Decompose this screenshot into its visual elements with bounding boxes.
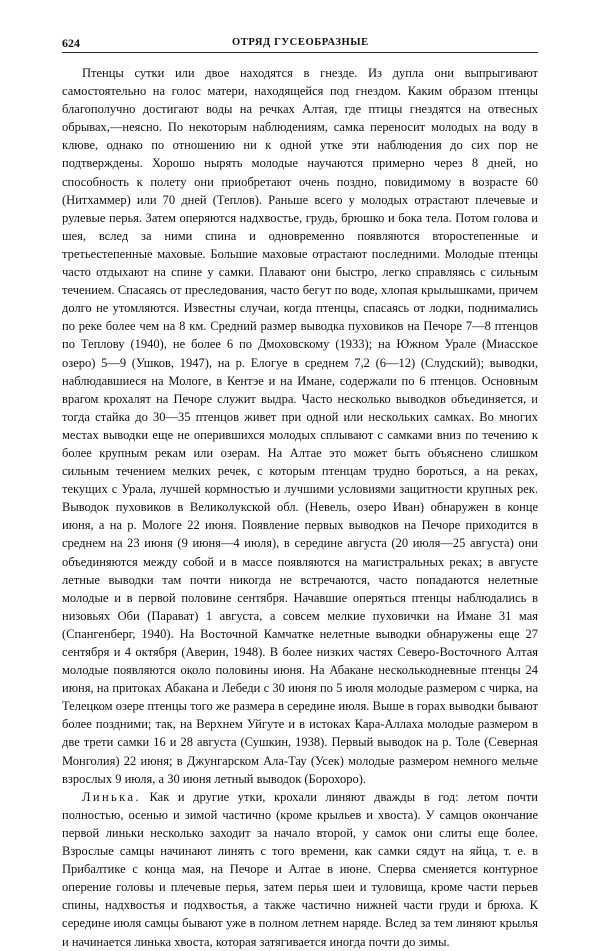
section-lead-molt: Линька. [82,789,141,804]
book-page [62,36,538,951]
page-header [62,36,538,53]
page-number: 624 [62,36,80,50]
paragraph-nestlings: Птенцы сутки или двое находятся в гнезде. Из дупла они выпрыгивают самостоятельно на голос матери, находящейся под гнездом. Каким образом птенцы благополучно достигают воды на речках Алтая, где птицы гнездятся на отвесных обрывах,—неясно. По некоторым наблюдениям, самка переносит молодых на воду в клюве, однако по отношению ни к одной утке эти наблюдения до сих пор не подтверждены. Хорошо нырять молодые научаются примерно через 8 дней, но способность к полету они приобретают очень поздно, повидимому в возрасте 60 (Нитхаммер) или 70 дней (Теплов). Раньше всего у молодых отрастают плечевые и рулевые перья. Затем оперяются надхвостье, грудь, брюшко и бока тела. Потом голова и шея, вслед за ними спина и одновременно появляются второстепенные и третьестепенные маховые. Большие маховые отрастают последними. Молодые птенцы часто отдыхают на спине у самки. Плавают они быстро, легко справляясь с сильным течением. Спасаясь от преследования, часто бегут по воде, хлопая крылышками, причем долго не утомляются. Известны случаи, когда птенцы, спасаясь от лодки, поднимались по реке более чем на 8 км. Средний размер выводка пуховиков на Печоре 7—8 птенцов по Теплову (1940), не более 6 по Дмоховскому (1933); на Южном Урале (Миасское озеро) 5—9 (Ушков, 1947), на р. Елогуе в среднем 7,2 (6—12) (Слудский); выводки, наблюдавшиеся на Мологе, в Кентэе и на Имане, содержали по 6 птенцов. Основным врагом крохалят на Печоре служит выдра. Часто несколько выводков объединяется, и тогда стайка до 30—35 птенцов живет при одной или нескольких самках. Во многих местах выводки еще не оперившихся молодых сплывают с самками вниз по течению к более крупным рекам или озерам. На Алтае это может быть объяснено слишком сильным течением мелких речек, с которым птенцам трудно бороться, а на реках, текущих с Урала, лучшей кормностью и лучшими условиями защитности крупных рек. Выводок пуховиков в Великолукской обл. (Невель, озеро Иван) обнаружен в конце июня, а на р. Мологе 22 июня. Появление первых выводков на Печоре приходится в среднем на 23 июня (9 июня—4 июля), в середине августа (20 июля—25 августа) они объединяются между собой и в массе появляются на магистральных реках; в августе летные выводки там почти никогда не встречаются, часто попадаются нелетные молодые и в первой половине сентября. Начавшие оперяться птенцы наблюдались в низовьях Оби (Парават) 1 августа, а совсем мелкие пуховички на Имане 31 мая (Спангенберг, 1940). На Восточной Камчатке нелетные выводки обнаружены еще 27 сентября и 4 октября (Аверин, 1948). В более низких частях Северо-Восточного Алтая молодые появляются около половины июня. На Абакане несколькодневные птенцы 24 июня, на притоках Абакана и Лебеди с 30 июня по 5 июля молодые размером с чирка, на Телецком озере птенцы того же размера в середине июля. Выше в горах выводки бывают более поздними; так, на Верхнем Уйгуте и в истоках Кара-Аллаха молодые размером в две трети самки 16 и 28 августа (Сушкин, 1938). Первый выводок на р. Толе (Северная Монголия) 22 июня; в Джунгарском Ала-Тау (Усек) молодые размером немного мельче взрослых 9 июля, а 30 июня летный выводок (Борохоро). [62,66,538,786]
page-body [62,64,538,951]
paragraph-molt [62,788,538,951]
running-title: ОТРЯД ГУСЕОБРАЗНЫЕ [232,37,369,48]
paragraph-molt-text: Как и другие утки, крохали линяют дважды в год: летом почти полностью, осенью и зимой частично (кроме крыльев и хвоста). У самцов окончание первой линьки несколько заходит за начало второй, у самок они слиты еще более. Взрослые самцы начинают линять с того времени, как самки сядут на яйца, т. е. в Прибалтике с конца мая, на Печоре и Алтае в июне. Сперва сменяется контурное оперение головы и плечевые перья, затем перья шеи и туловища, кроме части перьев спины, надхвостья и подхвостья, а также частично нижней части груди и брюха. К середине июля самцы бывают уже в полном летнем наряде. Вслед за тем линяют крылья и начинается линька хвоста, которая затягивается иногда почти до зимы. [62,789,538,949]
